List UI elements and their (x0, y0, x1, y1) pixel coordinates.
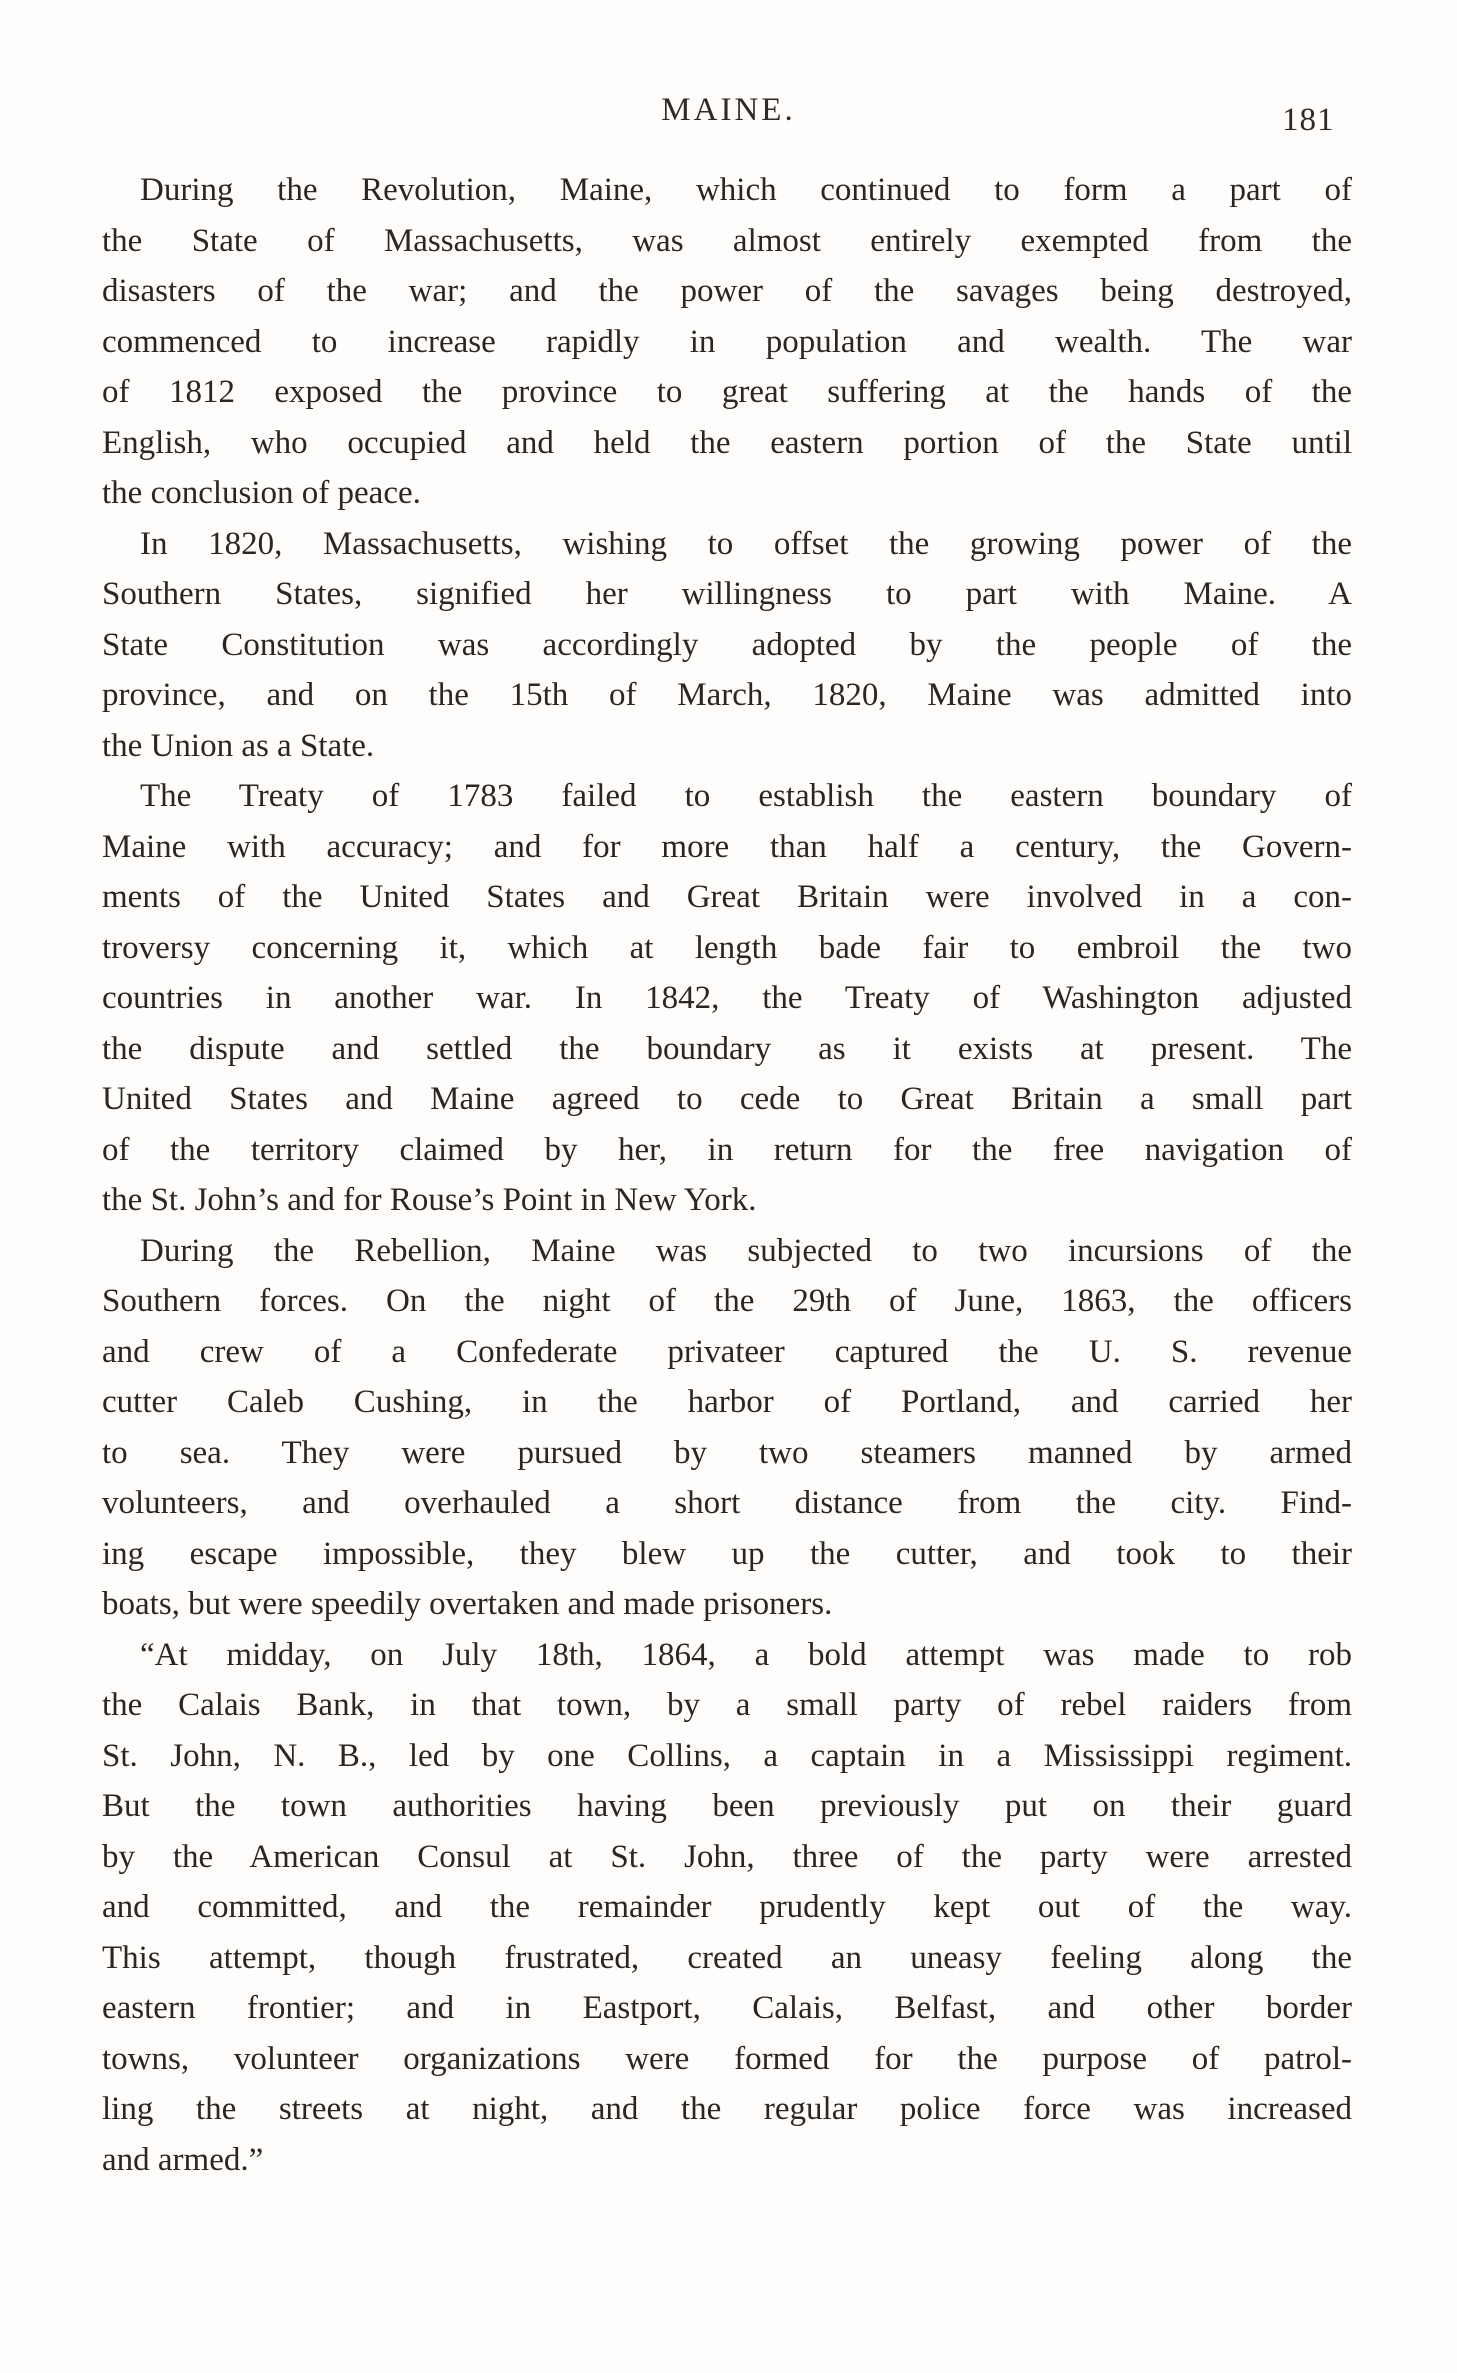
text-line: the dispute and settled the boundary as it exists at present. The (102, 1030, 1352, 1067)
text-line: Southern forces. On the night of the 29th of June, 1863, the officers (102, 1283, 1352, 1319)
text-line: to sea. They were pursued by two steamers manned by armed (102, 1434, 1352, 1471)
text-line: of the territory claimed by her, in return for the free navigation of (102, 1131, 1352, 1168)
text-line: troversy concerning it, which at length bade fair to embroil the two (102, 929, 1352, 966)
paragraph-rebellion (102, 1226, 1352, 1630)
text-line: But the town authorities having been previously put on their guard (102, 1788, 1352, 1824)
text-line: towns, volunteer organizations were formed for the purpose of patrol- (102, 2040, 1352, 2077)
text-line: Maine with accuracy; and for more than half a century, the Govern- (102, 828, 1352, 865)
text-line: the St. John’s and for Rouse’s Point in New York. (102, 1182, 757, 1218)
text-line: and crew of a Confederate privateer captured the U. S. revenue (102, 1333, 1352, 1370)
body-text (102, 165, 1352, 2185)
text-line: the conclusion of peace. (102, 475, 421, 511)
text-line: volunteers, and overhauled a short distance from the city. Find- (102, 1485, 1352, 1521)
text-line: the State of Massachusetts, was almost entirely exempted from the (102, 222, 1352, 259)
text-line: ments of the United States and Great Britain were involved in a con- (102, 879, 1352, 915)
text-line: boats, but were speedily overtaken and made prisoners. (102, 1586, 833, 1622)
text-line: This attempt, though frustrated, created an uneasy feeling along the (102, 1939, 1352, 1976)
text-line: Southern States, signified her willingness to part with Maine. A (102, 576, 1352, 612)
text-line: ling the streets at night, and the regular police force was increased (102, 2091, 1352, 2127)
text-line: The Treaty of 1783 failed to establish the eastern boundary of (140, 778, 1352, 814)
text-line: the Union as a State. (102, 727, 375, 764)
text-line: cutter Caleb Cushing, in the harbor of Portland, and carried her (102, 1384, 1352, 1420)
paragraph-boundary (102, 771, 1352, 1226)
text-line: and committed, and the remainder prudently kept out of the way. (102, 1889, 1352, 1925)
text-line: During the Rebellion, Maine was subjected to two incursions of the (140, 1232, 1352, 1269)
text-line: and armed.” (102, 2141, 264, 2178)
text-line: ing escape impossible, they blew up the cutter, and took to their (102, 1535, 1352, 1572)
text-line: by the American Consul at St. John, three of the party were arrested (102, 1838, 1352, 1875)
text-line: English, who occupied and held the eastern portion of the State until (102, 424, 1352, 461)
text-line: During the Revolution, Maine, which continued to form a part of (140, 172, 1352, 208)
text-line: the Calais Bank, in that town, by a small party of rebel raiders from (102, 1687, 1352, 1723)
text-line: province, and on the 15th of March, 1820, Maine was admitted into (102, 677, 1352, 713)
text-line: “At midday, on July 18th, 1864, a bold attempt was made to rob (140, 1636, 1352, 1673)
paragraph-revolution (102, 165, 1352, 519)
text-line: disasters of the war; and the power of the savages being destroyed, (102, 273, 1352, 309)
text-line: St. John, N. B., led by one Collins, a captain in a Mississippi regiment. (102, 1737, 1352, 1774)
text-line: countries in another war. In 1842, the Treaty of Washington adjusted (102, 980, 1352, 1016)
running-head (0, 92, 1457, 142)
text-line: of 1812 exposed the province to great suffering at the hands of the (102, 374, 1352, 410)
text-line: United States and Maine agreed to cede to Great Britain a small part (102, 1081, 1352, 1117)
running-title: MAINE. (661, 92, 796, 128)
text-line: commenced to increase rapidly in population and wealth. The war (102, 323, 1352, 360)
text-line: eastern frontier; and in Eastport, Calais, Belfast, and other border (102, 1990, 1352, 2026)
paragraph-calais-raid (102, 1630, 1352, 2186)
text-line: State Constitution was accordingly adopted by the people of the (102, 626, 1352, 663)
paragraph-statehood (102, 519, 1352, 772)
page-number: 181 (1282, 102, 1335, 138)
text-line: In 1820, Massachusetts, wishing to offset the growing power of the (140, 525, 1352, 562)
